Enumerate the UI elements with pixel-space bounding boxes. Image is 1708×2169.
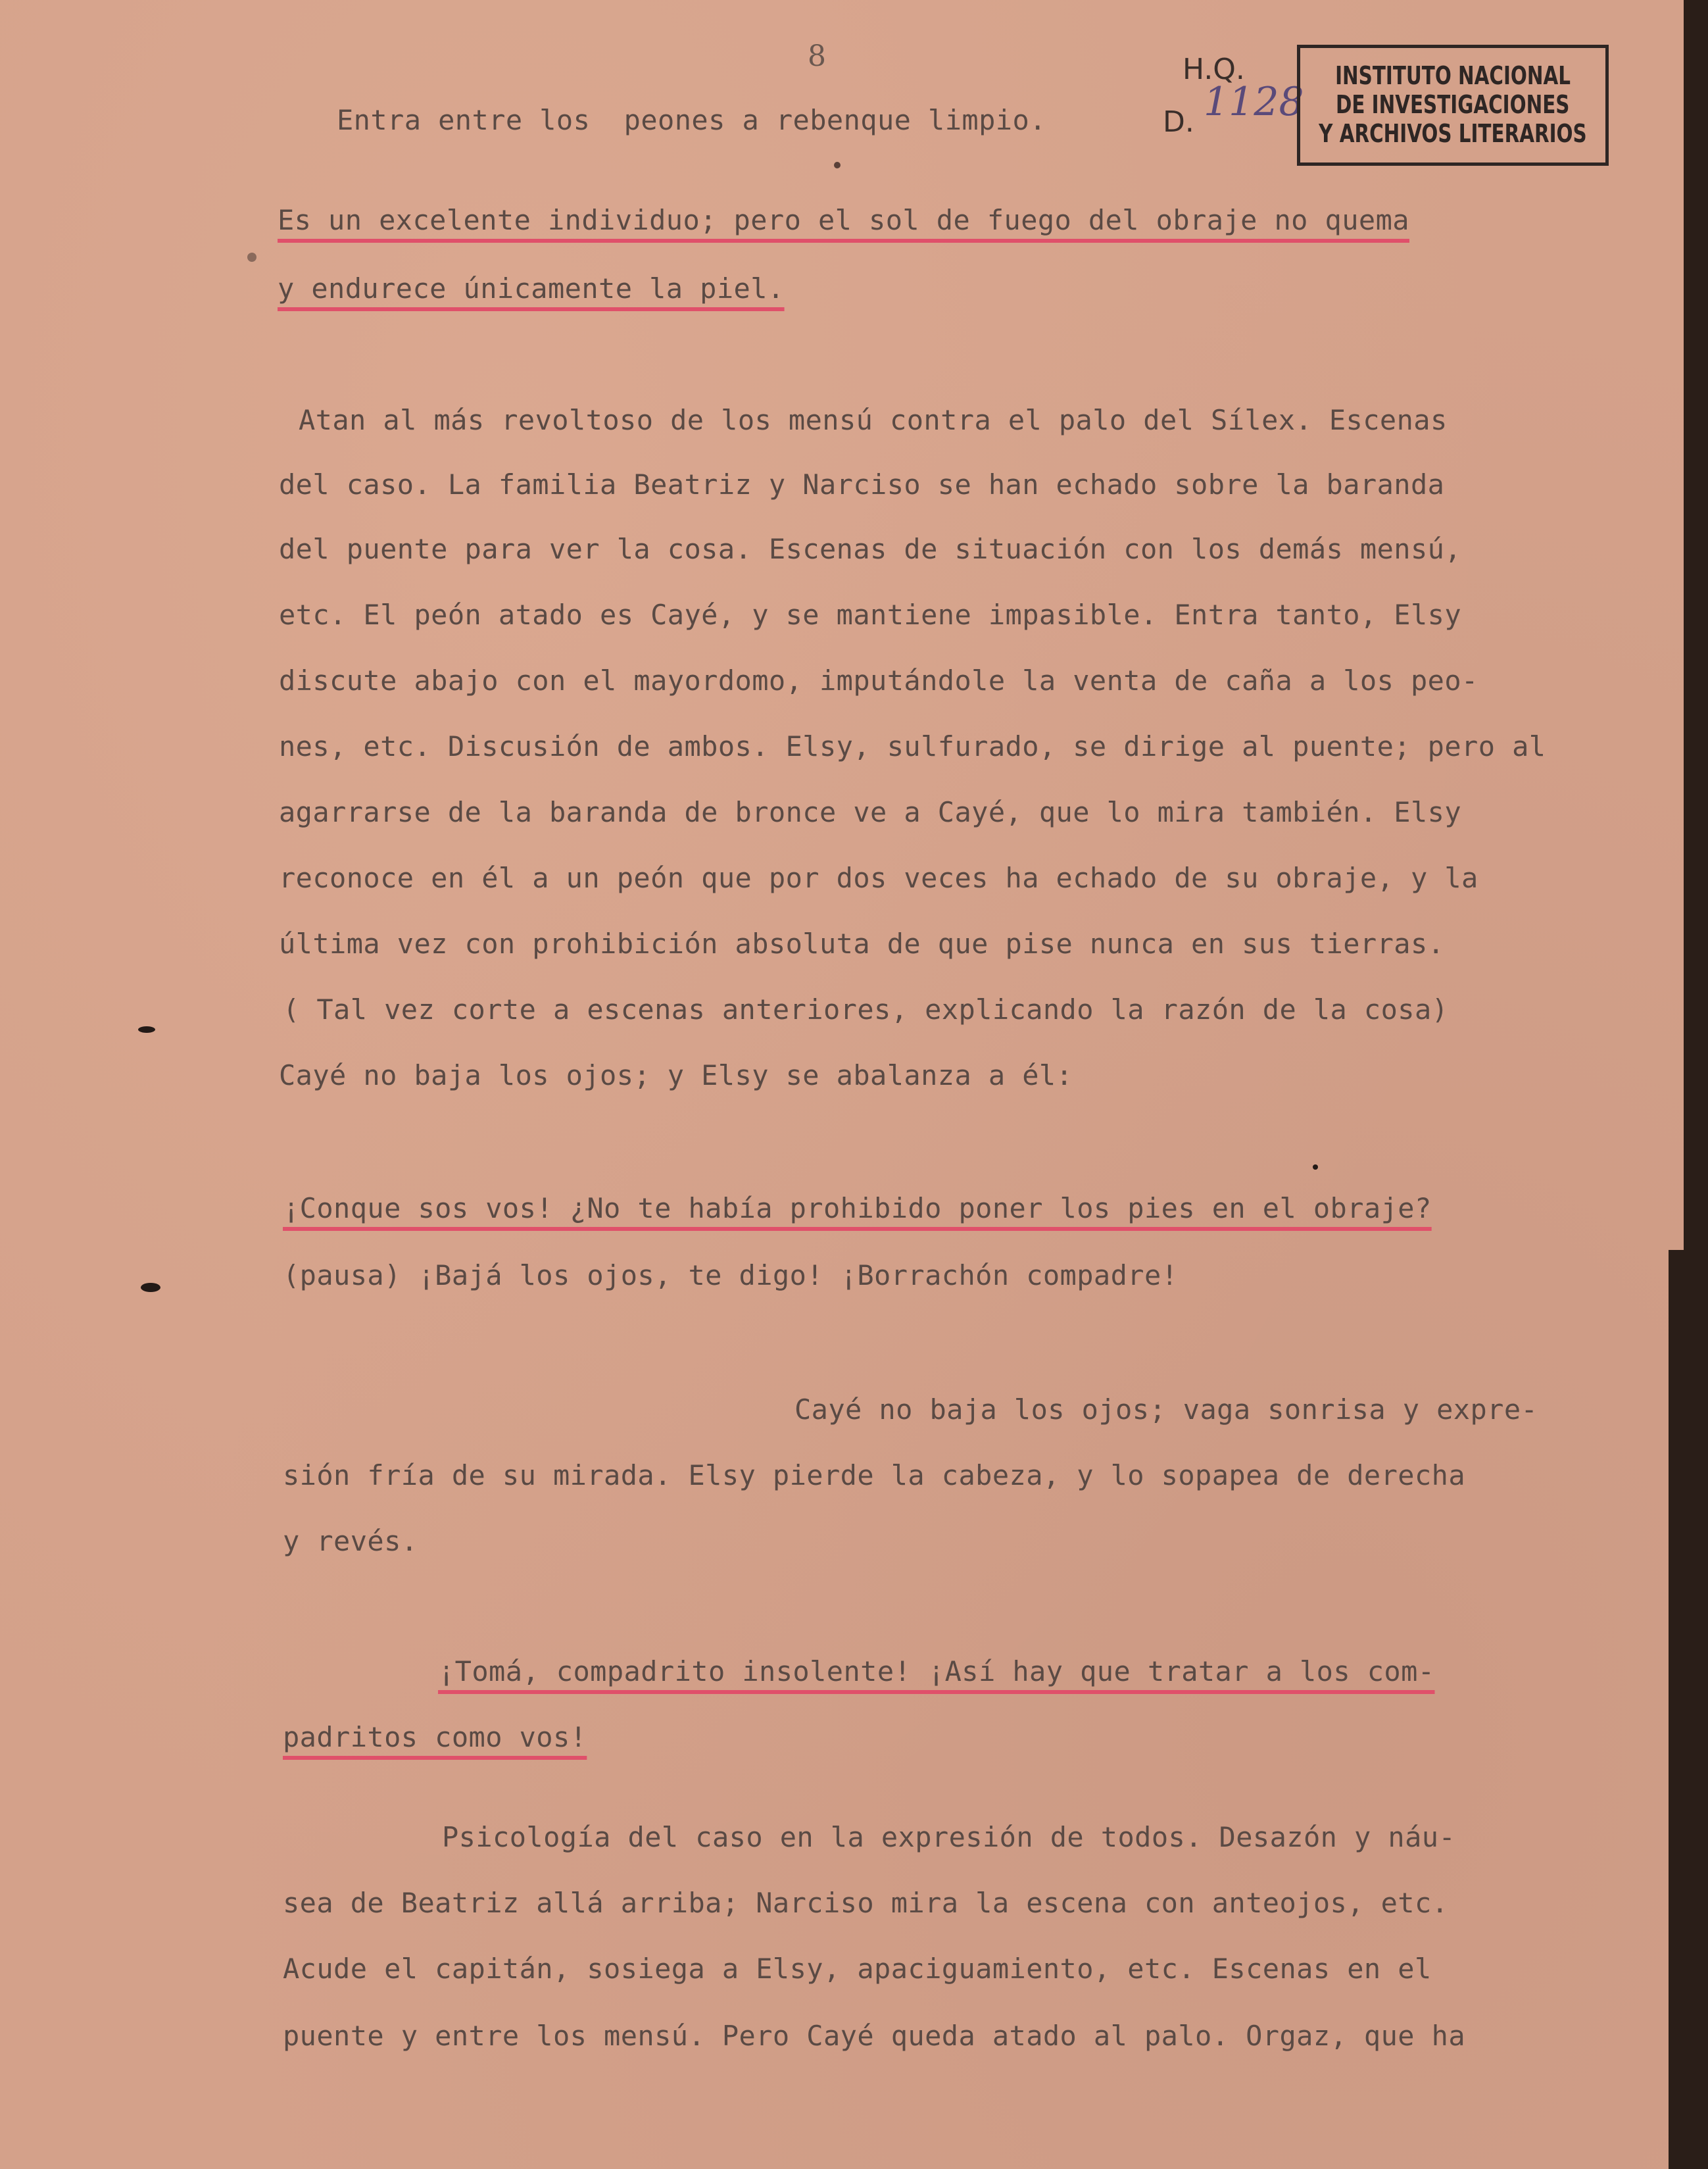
stamp-line-2: DE INVESTIGACIONES [1336, 90, 1570, 120]
text-line: Acude el capitán, sosiega a Elsy, apaciguamiento, etc. Escenas en el [283, 1953, 1432, 1985]
text-line: sea de Beatriz allá arriba; Narciso mira la escena con anteojos, etc. [283, 1887, 1449, 1919]
ink-speck [247, 253, 256, 262]
text-line: del caso. La familia Beatriz y Narciso se han echado sobre la baranda [279, 468, 1445, 501]
text-line: Cayé no baja los ojos; vaga sonrisa y expre- [794, 1393, 1538, 1426]
ink-speck [141, 1283, 160, 1292]
scan-background [1669, 1250, 1708, 2169]
text-line: del puente para ver la cosa. Escenas de situación con los demás mensú, [279, 533, 1462, 565]
dialogue-line: ¡Tomá, compadrito insolente! ¡Así hay que tratar a los com- [438, 1655, 1435, 1687]
archive-stamp [1297, 45, 1609, 166]
dialogue-line: padritos como vos! [283, 1721, 587, 1753]
dialogue-line: ¡Conque sos vos! ¿No te había prohibido poner los pies en el obraje? [283, 1192, 1432, 1224]
text-line: Entra entre los peones a rebenque limpio. [337, 104, 1046, 136]
hq-label: H.Q. [1183, 53, 1245, 86]
text-line: etc. El peón atado es Cayé, y se mantiene impasible. Entra tanto, Elsy [279, 599, 1462, 631]
stamp-line-3: Y ARCHIVOS LITERARIOS [1319, 118, 1587, 148]
ink-speck [834, 162, 841, 168]
text-line: puente y entre los mensú. Pero Cayé queda atado al palo. Orgaz, que ha [283, 2020, 1466, 2052]
ink-speck [138, 1026, 155, 1033]
stamp-line-1: INSTITUTO NACIONAL [1335, 61, 1571, 91]
d-label: D. [1163, 105, 1194, 139]
text-line: y endurece únicamente la piel. [278, 272, 785, 305]
text-line: Cayé no baja los ojos; y Elsy se abalanza a él: [279, 1059, 1073, 1091]
text-line: reconoce en él a un peón que por dos veces ha echado de su obraje, y la [279, 862, 1478, 894]
text-line: discute abajo con el mayordomo, imputándole la venta de caña a los peo- [279, 664, 1478, 697]
ink-speck [1313, 1164, 1318, 1170]
text-line: ( Tal vez corte a escenas anteriores, explicando la razón de la cosa) [283, 993, 1449, 1026]
text-line: Atan al más revoltoso de los mensú contra el palo del Sílex. Escenas [299, 404, 1448, 436]
text-line: y revés. [283, 1525, 418, 1557]
page-number: 8 [808, 39, 826, 73]
d-value-handwritten: 1128 [1204, 79, 1304, 125]
dialogue-line: (pausa) ¡Bajá los ojos, te digo! ¡Borrachón compadre! [283, 1259, 1179, 1291]
text-line: Es un excelente individuo; pero el sol de fuego del obraje no quema [278, 204, 1409, 236]
text-line: nes, etc. Discusión de ambos. Elsy, sulfurado, se dirige al puente; pero al [279, 730, 1546, 762]
text-line: agarrarse de la baranda de bronce ve a Cayé, que lo mira también. Elsy [279, 796, 1462, 828]
text-line: sión fría de su mirada. Elsy pierde la cabeza, y lo sopapea de derecha [283, 1459, 1466, 1491]
text-line: Psicología del caso en la expresión de todos. Desazón y náu- [442, 1821, 1456, 1853]
text-line: última vez con prohibición absoluta de que pise nunca en sus tierras. [279, 928, 1445, 960]
